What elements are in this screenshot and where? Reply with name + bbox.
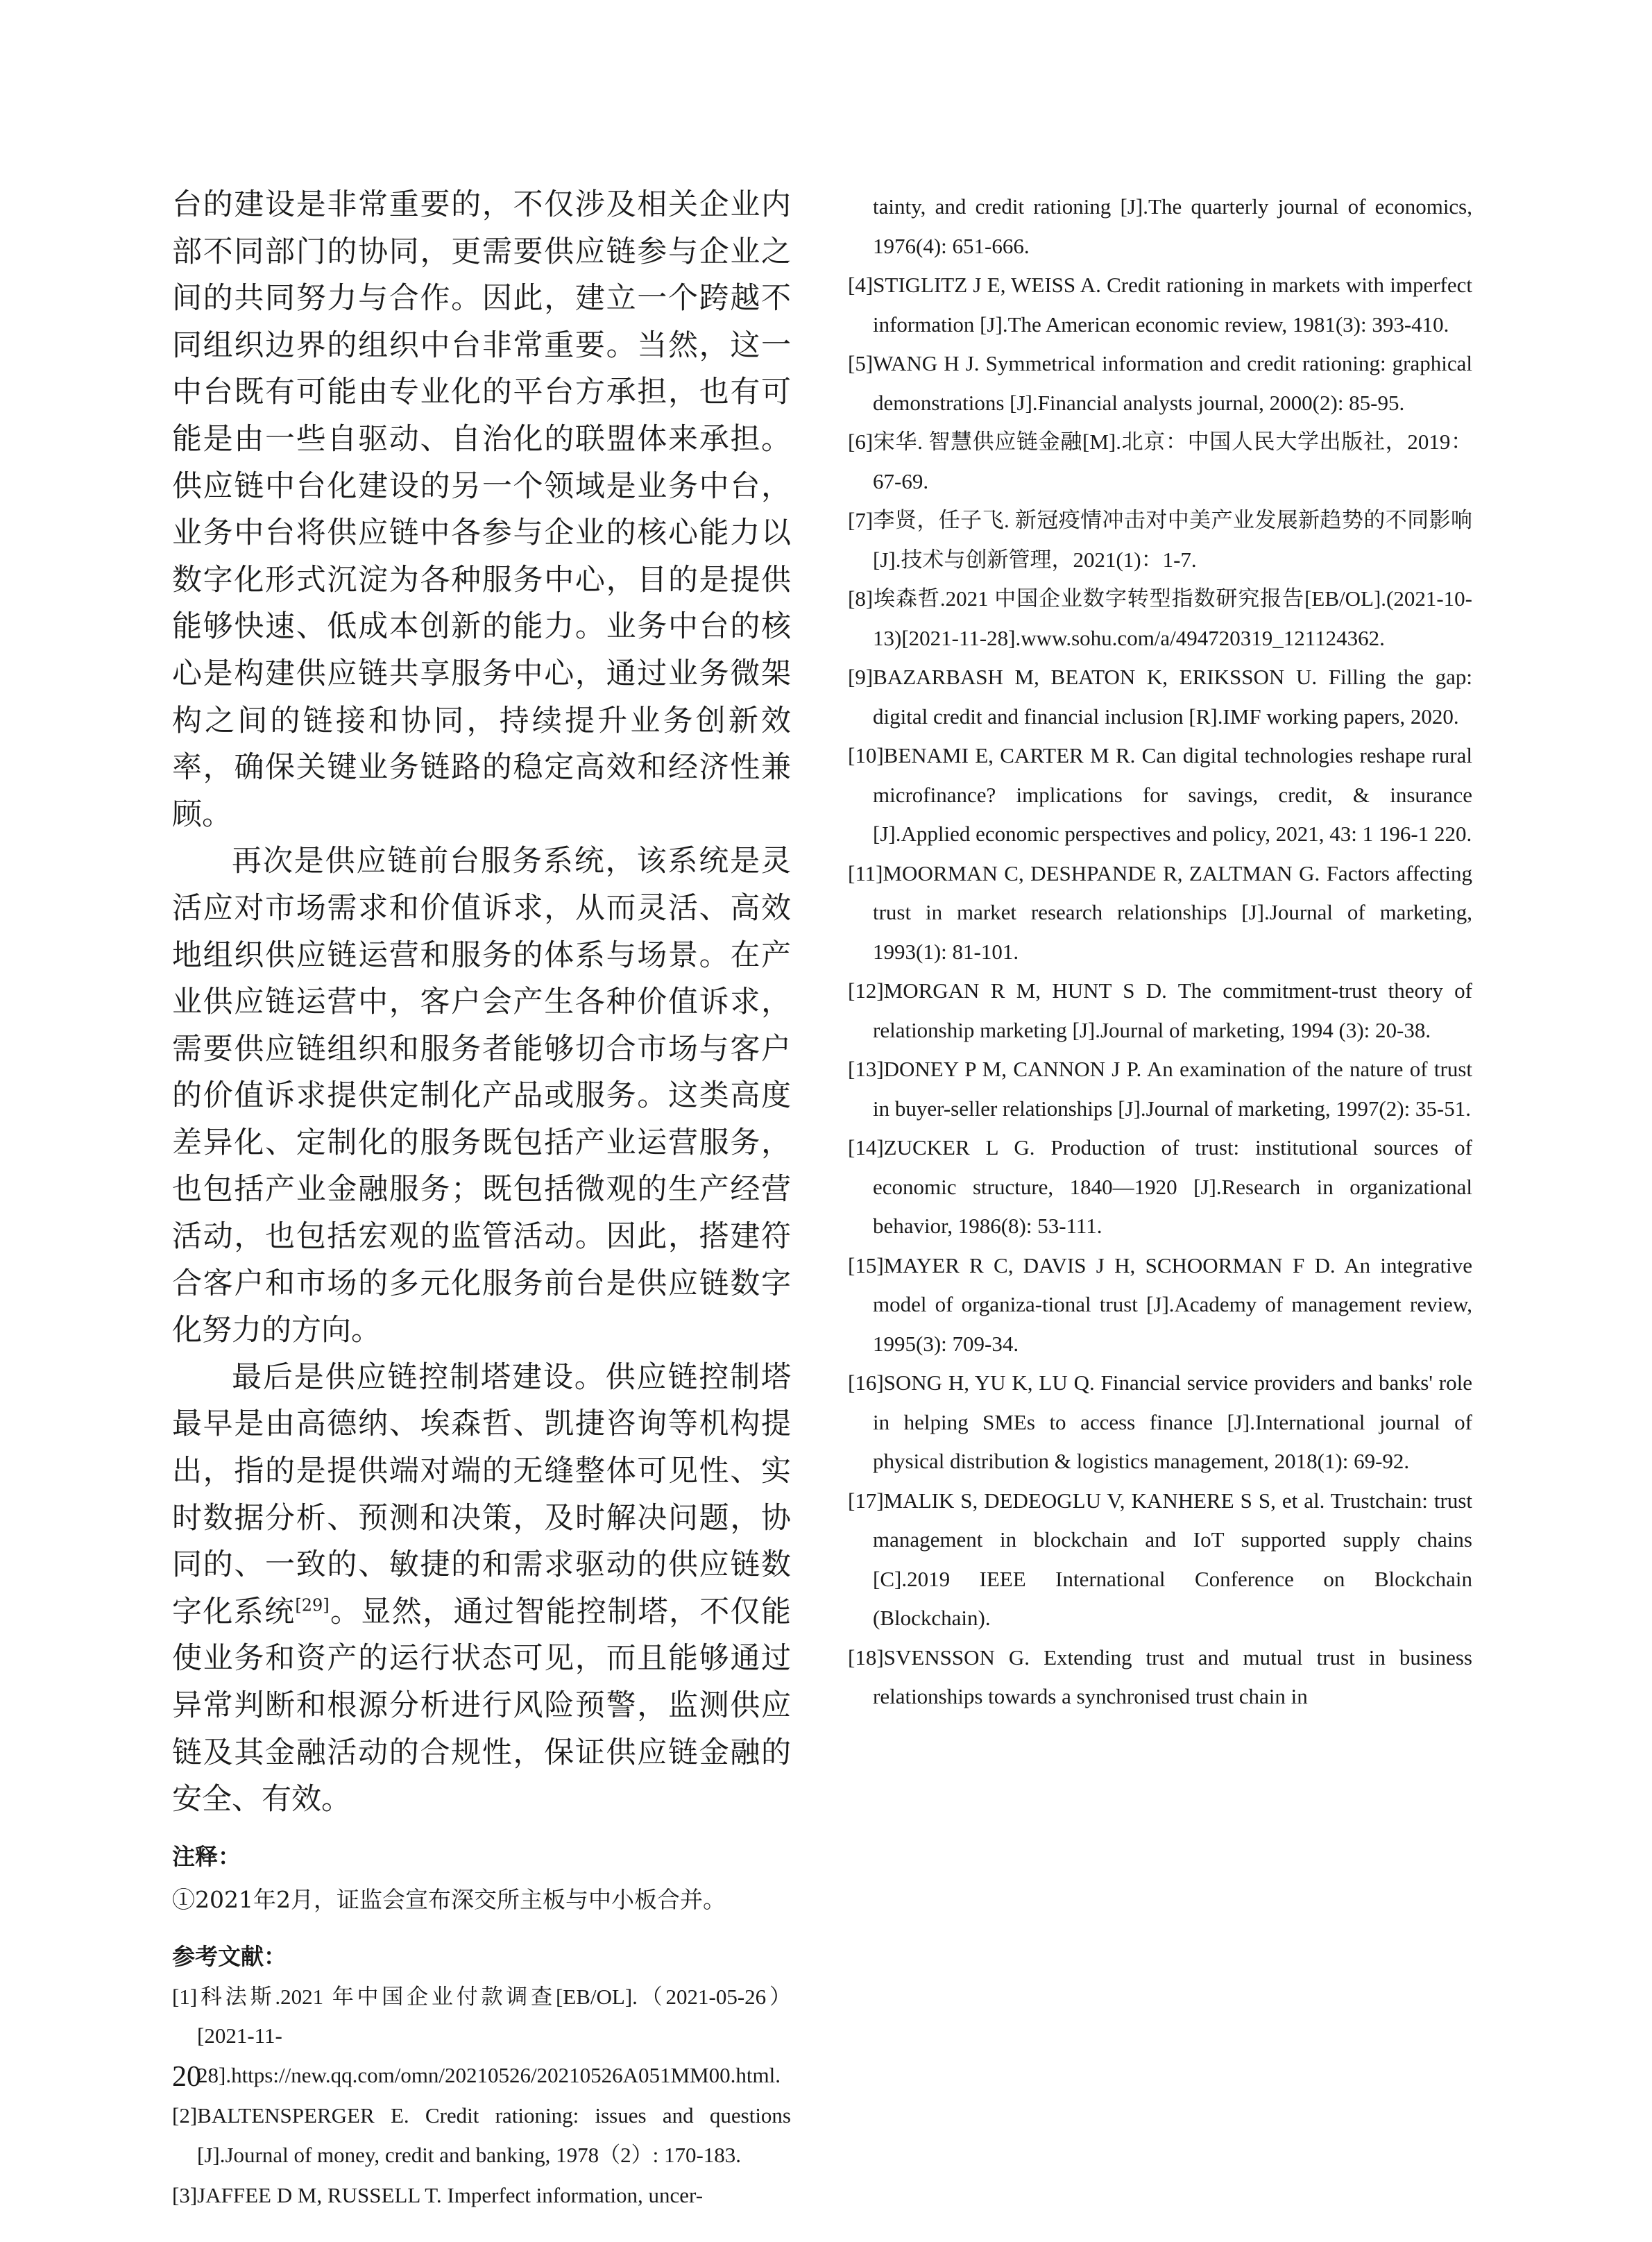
references-heading: 参考文献： bbox=[172, 1942, 287, 1970]
reference-item: [8]埃森哲.2021 中国企业数字转型指数研究报告[EB/OL].(2021-10-13)[2021-11-28].www.sohu.com/a/494720319_121124362. bbox=[848, 586, 1472, 650]
reference-item: [6]宋华. 智慧供应链金融[M].北京：中国人民大学出版社，2019：67-69. bbox=[848, 430, 1472, 493]
citation-marker: [29] bbox=[295, 1595, 330, 1615]
reference-item: [18]SVENSSON G. Extending trust and mutual trust in business relationships towards a synchronised trust chain in bbox=[848, 1645, 1472, 1708]
reference-item: [3]JAFFEE D M, RUSSELL T. Imperfect information, uncer- bbox=[172, 2183, 704, 2208]
reference-list-right bbox=[848, 187, 1472, 1717]
left-column bbox=[172, 182, 791, 2216]
body-paragraph-2: 再次是供应链前台服务系统，该系统是灵活应对市场需求和价值诉求，从而灵活、高效地组织供应链运营和服务的体系与场景。在产业供应链运营中，客户会产生各种价值诉求，需要供应链组织和服务者能够切合市场与客户的价值诉求提供定制化产品或服务。这类高度差异化、定制化的服务既包括产业运营服务，也包括产业金融服务；既包括微观的生产经营活动，也包括宏观的监管活动。因此，搭建符合客户和市场的多元化服务前台是供应链数字化努力的方向。 bbox=[172, 844, 791, 1348]
body-paragraph-3 bbox=[172, 1354, 791, 1824]
body-paragraph-3-text-after: 。显然，通过智能控制塔，不仅能使业务和资产的运行状态可见，而且能够通过异常判断和根源分析进行风险预警，监测供应链及其金融活动的合规性，保证供应链金融的安全、有效。 bbox=[172, 1594, 792, 1817]
notes-heading: 注释： bbox=[172, 1842, 241, 1870]
reference-item: [2]BALTENSPERGER E. Credit rationing: issues and questions [J].Journal of money, credit and banking, 1978（2）: 170-183. bbox=[172, 2103, 791, 2167]
reference-item: [11]MOORMAN C, DESHPANDE R, ZALTMAN G. Factors affecting trust in market research relationships [J].Journal of marketing, 1993(1): 81-101. bbox=[848, 860, 1472, 964]
body-paragraph-1: 台的建设是非常重要的，不仅涉及相关企业内部不同部门的协同，更需要供应链参与企业之间的共同努力与合作。因此，建立一个跨越不同组织边界的组织中台非常重要。当然，这一中台既有可能由专业化的平台方承担，也有可能是由一些自驱动、自治化的联盟体来承担。供应链中台化建设的另一个领域是业务中台，业务中台将供应链中各参与企业的核心能力以数字化形式沉淀为各种服务中心，目的是提供能够快速、低成本创新的能力。业务中台的核心是构建供应链共享服务中心，通过业务微架构之间的链接和协同，持续提升业务创新效率，确保关键业务链路的稳定高效和经济性兼顾。 bbox=[172, 187, 791, 832]
reference-item: [14]ZUCKER L G. Production of trust: institutional sources of economic structure, 1840—1920 [J].Research in organizational behavior, 1986(8): 53-111. bbox=[848, 1135, 1472, 1238]
reference-item: [10]BENAMI E, CARTER M R. Can digital technologies reshape rural microfinance? implications for savings, credit, & insurance [J].Applied economic perspectives and policy, 2021, 43: 1 196-1 220. bbox=[848, 743, 1472, 846]
page-number: 20 bbox=[172, 2061, 201, 2093]
reference-continuation: tainty, and credit rationing [J].The quarterly journal of economics, 1976(4): 651-666. bbox=[873, 194, 1472, 258]
reference-list-left bbox=[172, 1978, 791, 2216]
reference-item: [16]SONG H, YU K, LU Q. Financial service providers and banks' role in helping SMEs to access finance [J].International journal of physical distribution & logistics management, 2018(1): 69-92. bbox=[848, 1370, 1472, 1473]
reference-item: [15]MAYER R C, DAVIS J H, SCHOORMAN F D. An integrative model of organiza-tional trust [J].Academy of management review, 1995(3): 709-34. bbox=[848, 1252, 1472, 1356]
reference-item: [1]科法斯.2021 年中国企业付款调查[EB/OL].（2021-05-26）[2021-11-28].https://new.qq.com/omn/20210526/20210526A051MM00.html. bbox=[172, 1984, 791, 2087]
reference-item: [12]MORGAN R M, HUNT S D. The commitment-trust theory of relationship marketing [J].Journal of marketing, 1994 (3): 20-38. bbox=[848, 978, 1472, 1042]
reference-item: [9]BAZARBASH M, BEATON K, ERIKSSON U. Filling the gap: digital credit and financial inclusion [R].IMF working papers, 2020. bbox=[848, 665, 1472, 729]
note-item: ①2021年2月，证监会宣布深交所主板与中小板合并。 bbox=[172, 1885, 726, 1913]
reference-item: [4]STIGLITZ J E, WEISS A. Credit rationing in markets with imperfect information [J].The American economic review, 1981(3): 393-410. bbox=[848, 273, 1472, 337]
reference-item: [13]DONEY P M, CANNON J P. An examination of the nature of trust in buyer-seller relationships [J].Journal of marketing, 1997(2): 35-51. bbox=[848, 1057, 1472, 1121]
reference-item: [17]MALIK S, DEDEOGLU V, KANHERE S S, et al. Trustchain: trust management in blockchain and IoT supported supply chains [C].2019 IEEE International Conference on Blockchain (Blockchain). bbox=[848, 1488, 1472, 1630]
reference-item: [7]李贤，任子飞. 新冠疫情冲击对中美产业发展新趋势的不同影响[J].技术与创新管理，2021(1)：1-7. bbox=[848, 508, 1472, 572]
reference-item: [5]WANG H J. Symmetrical information and credit rationing: graphical demonstrations [J].Financial analysts journal, 2000(2): 85-95. bbox=[848, 351, 1472, 415]
right-column bbox=[848, 187, 1472, 1717]
body-paragraph-3-text-before: 最后是供应链控制塔建设。供应链控制塔最早是由高德纳、埃森哲、凯捷咨询等机构提出，指的是提供端对端的无缝整体可见性、实时数据分析、预测和决策，及时解决问题，协同的、一致的、敏捷的和需求驱动的供应链数字化系统 bbox=[172, 1359, 791, 1629]
